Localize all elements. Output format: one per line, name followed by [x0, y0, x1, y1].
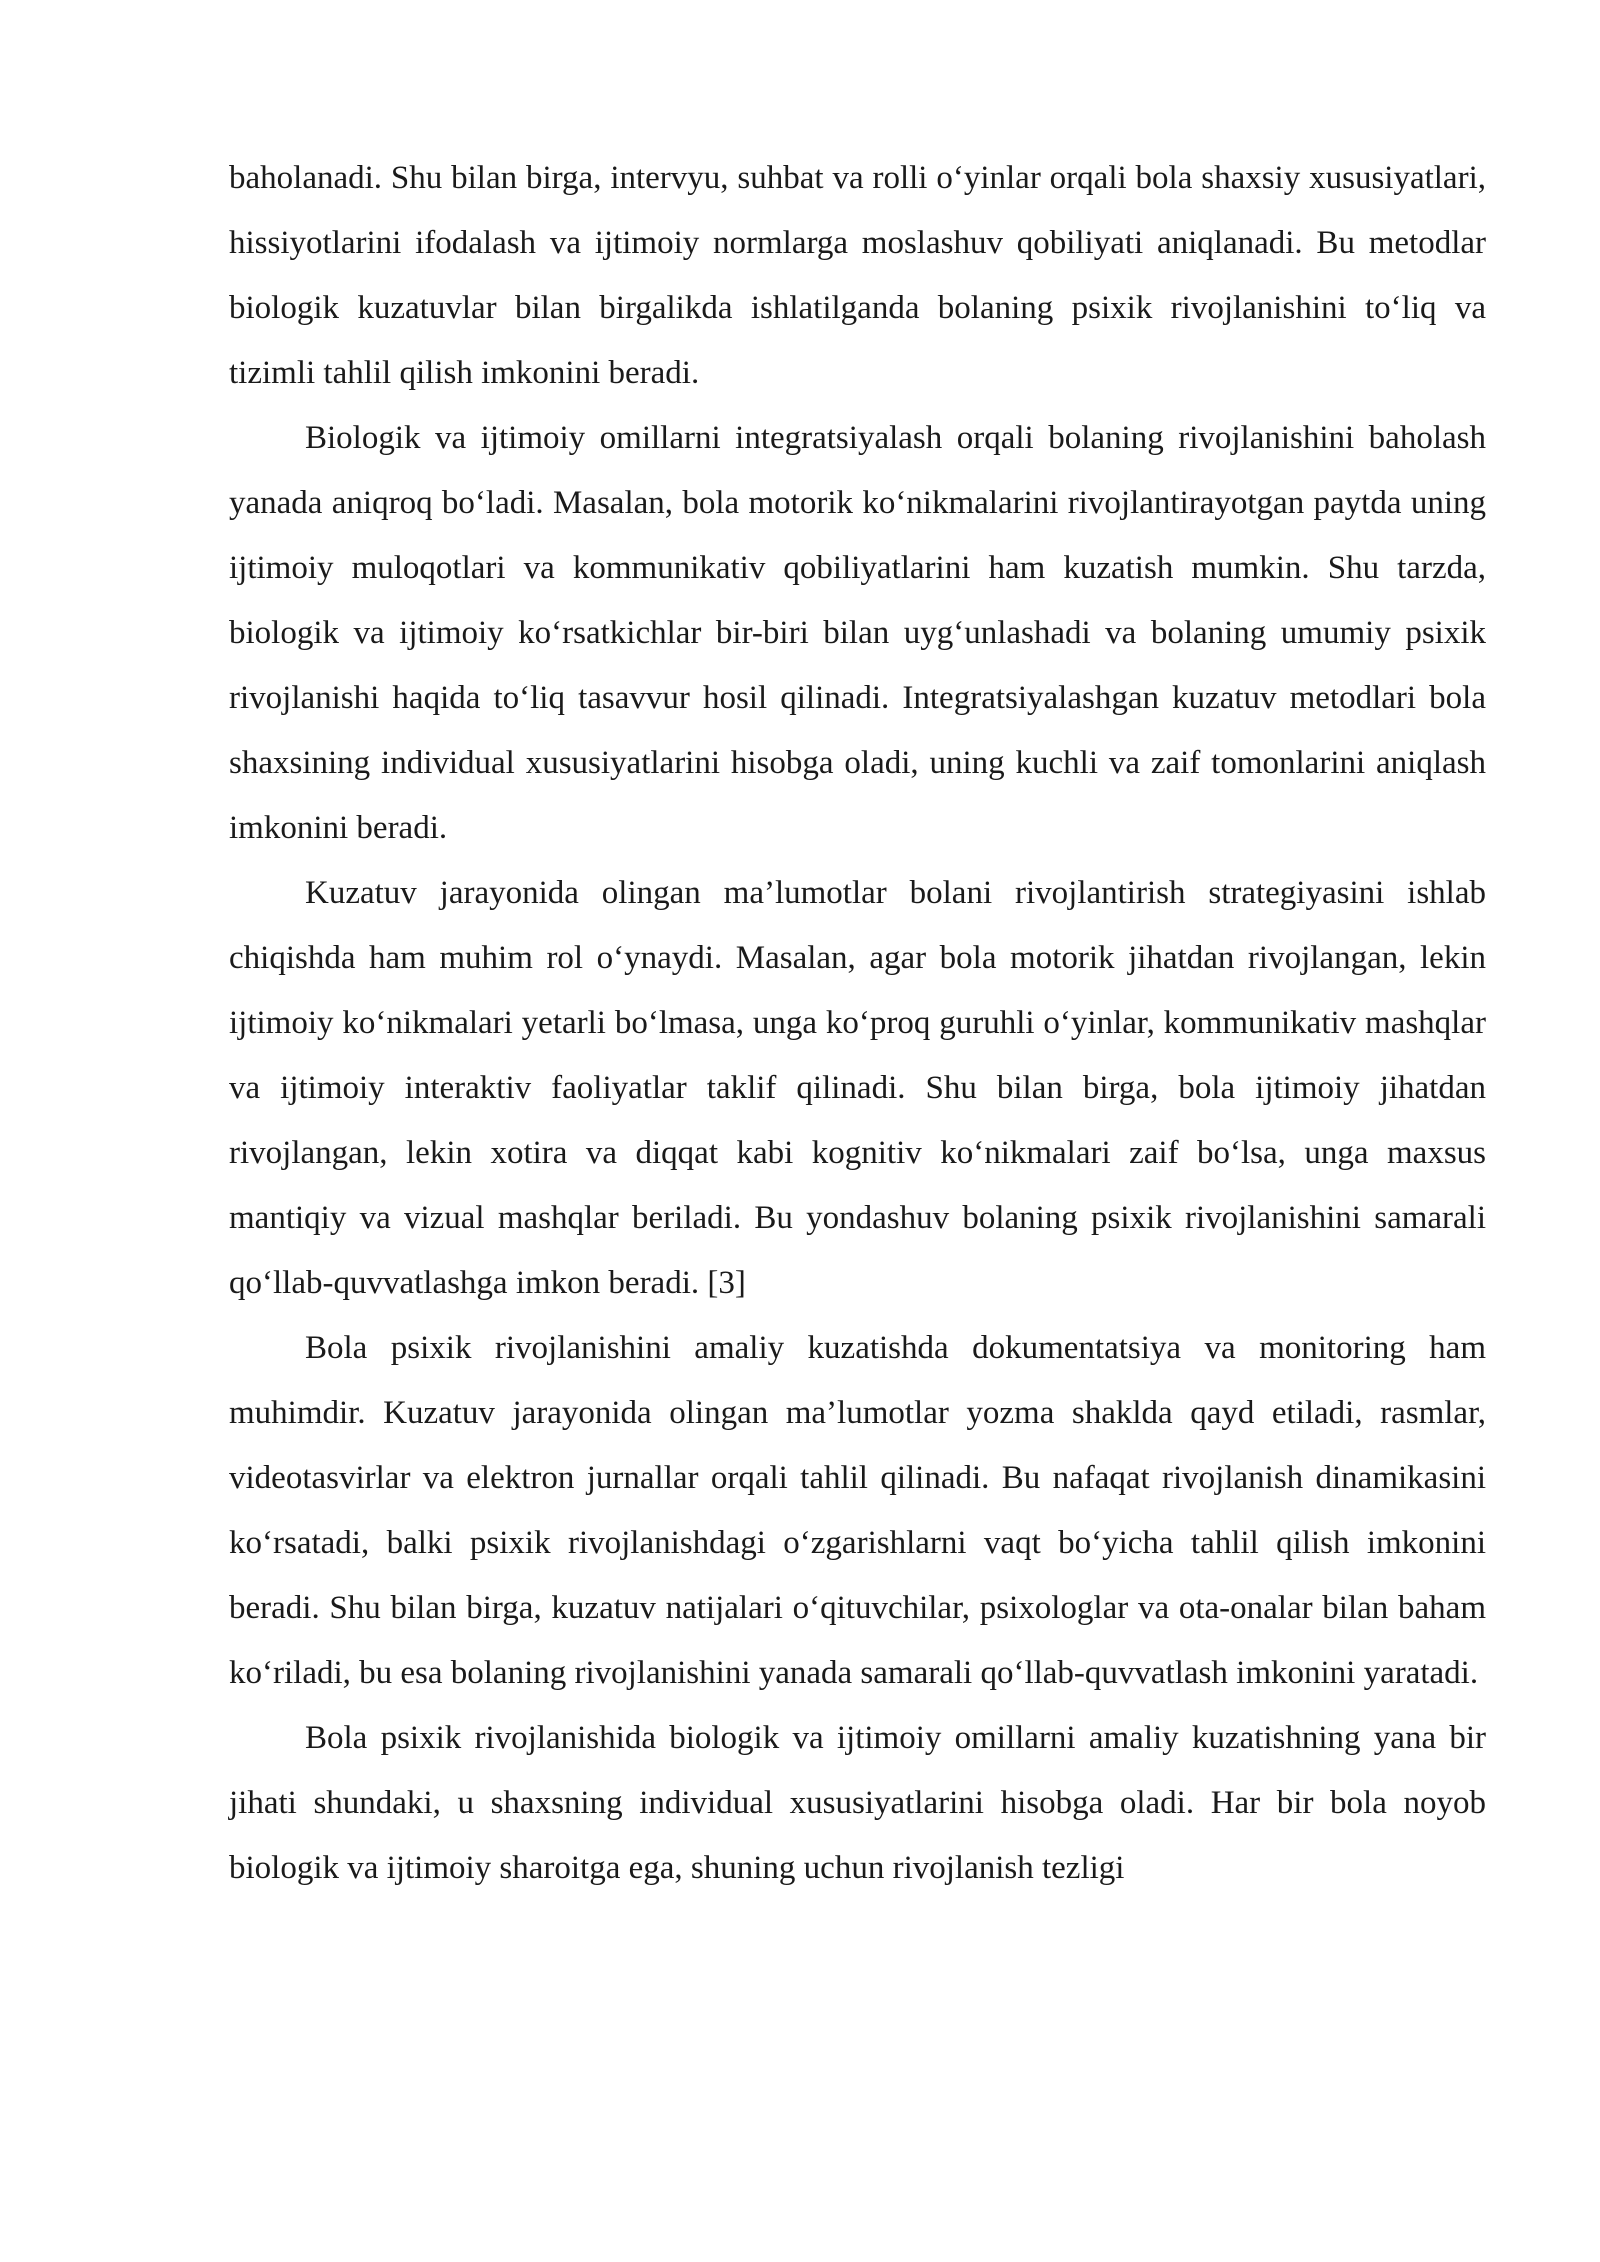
- paragraph-individual: Bola psixik rivojlanishida biologik va ijtimoiy omillarni amaliy kuzatishning yana bir jihati shundaki, u shaxsning individual xususiyatlarini hisobga oladi. Har bir bola noyob biologik va ijtimoiy sharoitga ega, shuning uchun rivojlanish tezligi: [229, 1720, 1486, 1886]
- paragraph-strategy: Kuzatuv jarayonida olingan ma’lumotlar bolani rivojlantirish strategiyasini ishlab chiqishda ham muhim rol o‘ynaydi. Masalan, agar bola motorik jihatdan rivojlangan, lekin ijtimoiy ko‘nikmalari yetarli bo‘lmasa, unga ko‘proq guruhli o‘yinlar, kommunikativ mashqlar va ijtimoiy interaktiv faoliyatlar taklif qilinadi. Shu bilan birga, bola ijtimoiy jihatdan rivojlangan, lekin xotira va diqqat kabi kognitiv ko‘nikmalari zaif bo‘lsa, unga maxsus mantiqiy va vizual mashqlar beriladi. Bu yondashuv bolaning psixik rivojlanishini samarali qo‘llab-quvvatlashga imkon beradi. [3]: [229, 875, 1486, 1301]
- paragraph-integration: Biologik va ijtimoiy omillarni integratsiyalash orqali bolaning rivojlanishini baholash yanada aniqroq bo‘ladi. Masalan, bola motorik ko‘nikmalarini rivojlantirayotgan paytda uning ijtimoiy muloqotlari va kommunikativ qobiliyatlarini ham kuzatish mumkin. Shu tarzda, biologik va ijtimoiy ko‘rsatkichlar bir-biri bilan uyg‘unlashadi va bolaning umumiy psixik rivojlanishi haqida to‘liq tasavvur hosil qilinadi. Integratsiyalashgan kuzatuv metodlari bola shaxsining individual xususiyatlarini hisobga oladi, uning kuchli va zaif tomonlarini aniqlash imkonini beradi.: [229, 420, 1486, 846]
- paragraph-documentation: Bola psixik rivojlanishini amaliy kuzatishda dokumentatsiya va monitoring ham muhimdir. Kuzatuv jarayonida olingan ma’lumotlar yozma shaklda qayd etiladi, rasmlar, videotasvirlar va elektron jurnallar orqali tahlil qilinadi. Bu nafaqat rivojlanish dinamikasini ko‘rsatadi, balki psixik rivojlanishdagi o‘zgarishlarni vaqt bo‘yicha tahlil qilish imkonini beradi. Shu bilan birga, kuzatuv natijalari o‘qituvchilar, psixologlar va ota-onalar bilan baham ko‘riladi, bu esa bolaning rivojlanishini yanada samarali qo‘llab-quvvatlash imkonini yaratadi.: [229, 1330, 1486, 1691]
- paragraph-continued: baholanadi. Shu bilan birga, intervyu, suhbat va rolli o‘yinlar orqali bola shaxsiy xususiyatlari, hissiyotlarini ifodalash va ijtimoiy normlarga moslashuv qobiliyati aniqlanadi. Bu metodlar biologik kuzatuvlar bilan birgalikda ishlatilganda bolaning psixik rivojlanishini to‘liq va tizimli tahlil qilish imkonini beradi.: [229, 160, 1486, 391]
- body-text: [229, 146, 1486, 1901]
